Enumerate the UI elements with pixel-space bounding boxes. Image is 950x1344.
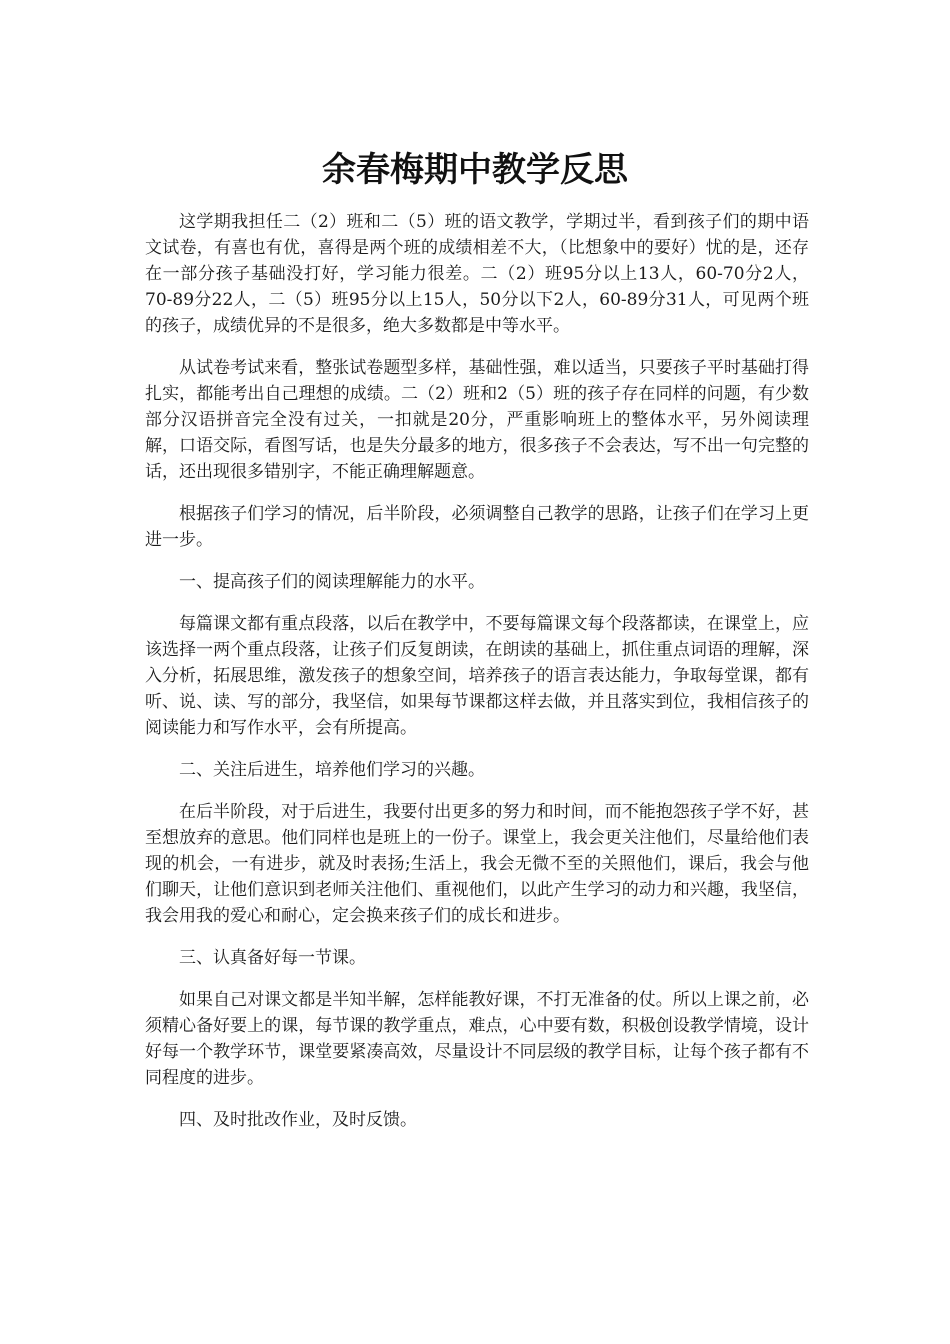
- section-heading-reading: 一、提高孩子们的阅读理解能力的水平。: [179, 572, 485, 592]
- document-title: 余春梅期中教学反思: [322, 150, 628, 190]
- paragraph-exam-analysis: 从试卷考试来看，整张试卷题型多样，基础性强，难以适当，只要孩子平时基础打得扎实，都能考出自己理想的成绩。二（2）班和2（5）班的孩子存在同样的问题，有少数部分汉语拼音完全没有过关，一扣就是20分，严重影响班上的整体水平，另外阅读理解，口语交际，看图写话，也是失分最多的地方，很多孩子不会表达，写不出一句完整的话，还出现很多错别字，不能正确理解题意。: [145, 358, 809, 482]
- paragraph-underachievers: 在后半阶段，对于后进生，我要付出更多的努力和时间，而不能抱怨孩子学不好，甚至想放弃的意思。他们同样也是班上的一份子。课堂上，我会更关注他们，尽量给他们表现的机会，一有进步，就及时表扬;生活上，我会无微不至的关照他们，课后，我会与他们聊天，让他们意识到老师关注他们、重视他们，以此产生学习的动力和兴趣，我坚信，我会用我的爱心和耐心，定会换来孩子们的成长和进步。: [145, 802, 809, 926]
- paragraph-intro: 这学期我担任二（2）班和二（5）班的语文教学，学期过半，看到孩子们的期中语文试卷，有喜也有优，喜得是两个班的成绩相差不大，（比想象中的要好）忧的是，还存在一部分孩子基础没打好，学习能力很差。二（2）班95分以上13人，60-70分2人，70-89分22人，二（5）班95分以上15人，50分以下2人，60-89分31人，可见两个班的孩子，成绩优异的不是很多，绝大多数都是中等水平。: [145, 212, 809, 336]
- paragraph-plan: 根据孩子们学习的情况，后半阶段，必须调整自己教学的思路，让孩子们在学习上更进一步。: [145, 504, 809, 550]
- document-body: [145, 209, 809, 1149]
- paragraph-reading: 每篇课文都有重点段落，以后在教学中，不要每篇课文每个段落都读，在课堂上，应该选择一两个重点段落，让孩子们反复朗读，在朗读的基础上，抓住重点词语的理解，深入分析，拓展思维，激发孩子的想象空间，培养孩子的语言表达能力，争取每堂课，都有听、说、读、写的部分，我坚信，如果每节课都这样去做，并且落实到位，我相信孩子的阅读能力和写作水平，会有所提高。: [145, 614, 809, 738]
- section-heading-homework: 四、及时批改作业，及时反馈。: [179, 1110, 417, 1130]
- section-heading-underachievers: 二、关注后进生，培养他们学习的兴趣。: [179, 760, 485, 780]
- section-heading-lesson-prep: 三、认真备好每一节课。: [179, 948, 366, 968]
- paragraph-lesson-prep: 如果自己对课文都是半知半解，怎样能教好课，不打无准备的仗。所以上课之前，必须精心备好要上的课，每节课的教学重点，难点，心中要有数，积极创设教学情境，设计好每一个教学环节，课堂要紧凑高效，尽量设计不同层级的教学目标，让每个孩子都有不同程度的进步。: [145, 990, 809, 1088]
